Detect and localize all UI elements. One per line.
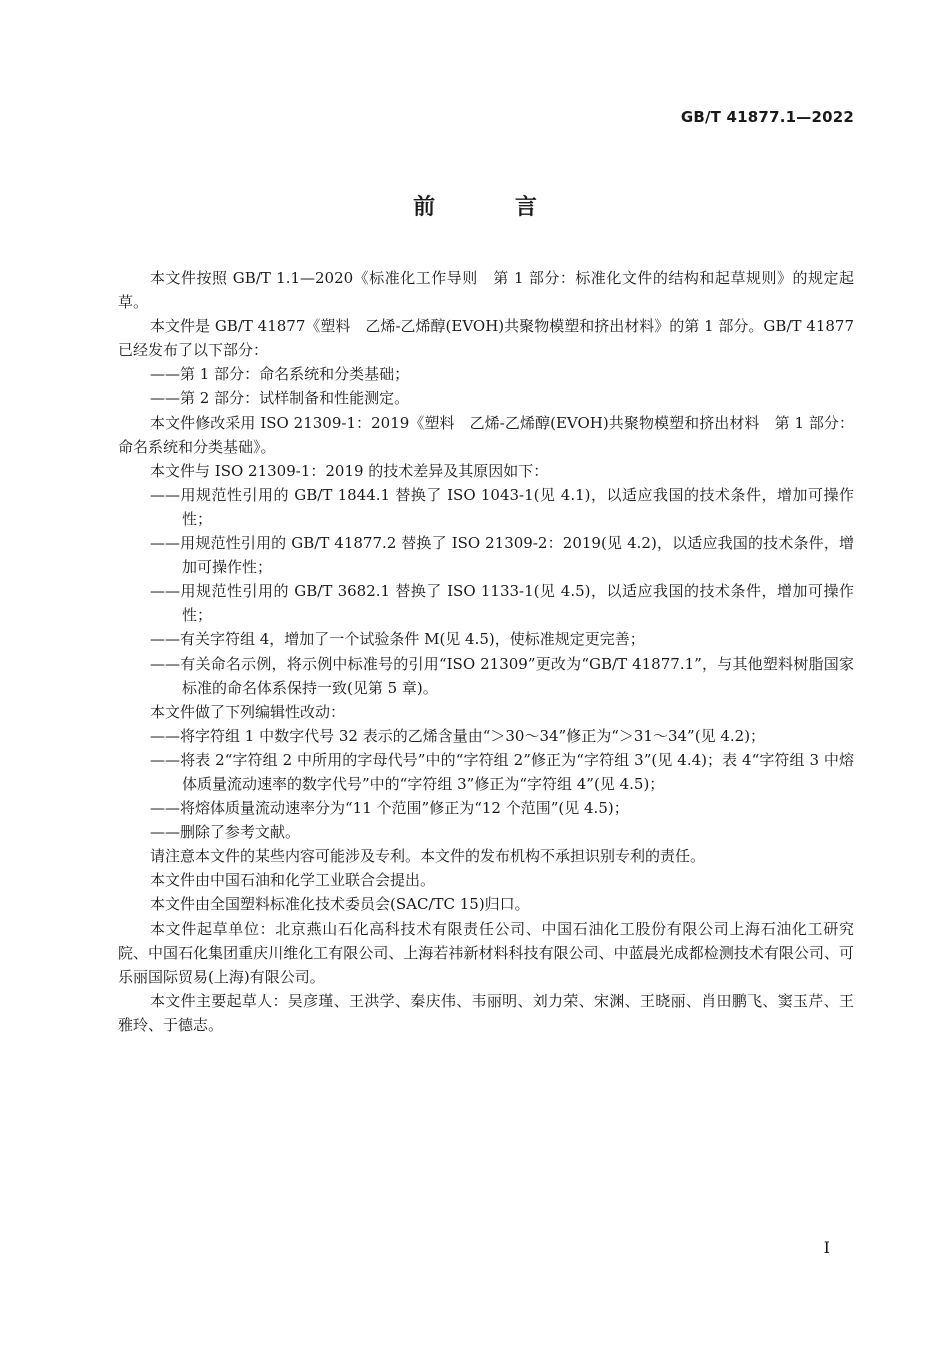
list-item: ——第 1 部分：命名系统和分类基础； (150, 365, 410, 384)
preface-body (118, 266, 854, 1037)
list-item: ——用规范性引用的 GB/T 41877.2 替换了 ISO 21309-2：2019(见 4.2)，以适应我国的技术条件，增加可操作性； (150, 534, 854, 577)
list-item: ——将字符组 1 中数字代号 32 表示的乙烯含量由“＞30～34”修正为“＞31～34”(见 4.2)； (150, 726, 766, 745)
paragraph: 本文件由中国石油和化学工业联合会提出。 (150, 871, 436, 890)
list-item: ——第 2 部分：试样制备和性能测定。 (150, 389, 410, 408)
paragraph: 本文件主要起草人：吴彦瑾、王洪学、秦庆伟、韦丽明、刘力荣、宋渊、王晓丽、肖田鹏飞、窦玉芹、王雅玲、于德志。 (118, 991, 854, 1034)
paragraph: 本文件按照 GB/T 1.1—2020《标准化工作导则 第 1 部分：标准化文件的结构和起草规则》的规定起草。 (118, 269, 854, 312)
paragraph: 本文件是 GB/T 41877《塑料 乙烯-乙烯醇(EVOH)共聚物模塑和挤出材料》的第 1 部分。GB/T 41877 已经发布了以下部分： (118, 317, 854, 360)
paragraph: 本文件做了下列编辑性改动： (150, 702, 346, 721)
list-item: ——有关命名示例，将示例中标准号的引用“ISO 21309”更改为“GB/T 41877.1”，与其他塑料树脂国家标准的命名体系保持一致(见第 5 章)。 (150, 654, 854, 697)
paragraph: 请注意本文件的某些内容可能涉及专利。本文件的发布机构不承担识别专利的责任。 (150, 847, 706, 866)
paragraph: 本文件由全国塑料标准化技术委员会(SAC/TC 15)归口。 (150, 895, 530, 914)
paragraph: 本文件与 ISO 21309-1：2019 的技术差异及其原因如下： (150, 461, 549, 480)
list-item: ——将熔体质量流动速率分为“11 个范围”修正为“12 个范围”(见 4.5)； (150, 799, 629, 818)
page-number: Ⅰ (823, 1238, 830, 1257)
list-item: ——用规范性引用的 GB/T 1844.1 替换了 ISO 1043-1(见 4.1)，以适应我国的技术条件，增加可操作性； (150, 485, 854, 528)
paragraph: 本文件修改采用 ISO 21309-1：2019《塑料 乙烯-乙烯醇(EVOH)共聚物模塑和挤出材料 第 1 部分：命名系统和分类基础》。 (118, 413, 854, 456)
standard-code: GB/T 41877.1—2022 (680, 108, 854, 126)
list-item: ——用规范性引用的 GB/T 3682.1 替换了 ISO 1133-1(见 4.5)，以适应我国的技术条件，增加可操作性； (150, 582, 854, 625)
list-item: ——有关字符组 4，增加了一个试验条件 M(见 4.5)，使标准规定更完善； (150, 630, 645, 649)
page-title: 前 言 (413, 195, 573, 220)
paragraph: 本文件起草单位：北京燕山石化高科技术有限责任公司、中国石油化工股份有限公司上海石油化工研究院、中国石化集团重庆川维化工有限公司、上海若祎新材料科技有限公司、中蓝晨光成都检测技术有限公司、可乐丽国际贸易(上海)有限公司。 (118, 919, 854, 986)
list-item: ——将表 2“字符组 2 中所用的字母代号”中的“字符组 2”修正为“字符组 3”(见 4.4)；表 4“字符组 3 中熔体质量流动速率的数字代号”中的“字符组 3”修正为“字符组 4”(见 4.5)； (150, 750, 854, 793)
list-item: ——删除了参考文献。 (150, 823, 301, 842)
